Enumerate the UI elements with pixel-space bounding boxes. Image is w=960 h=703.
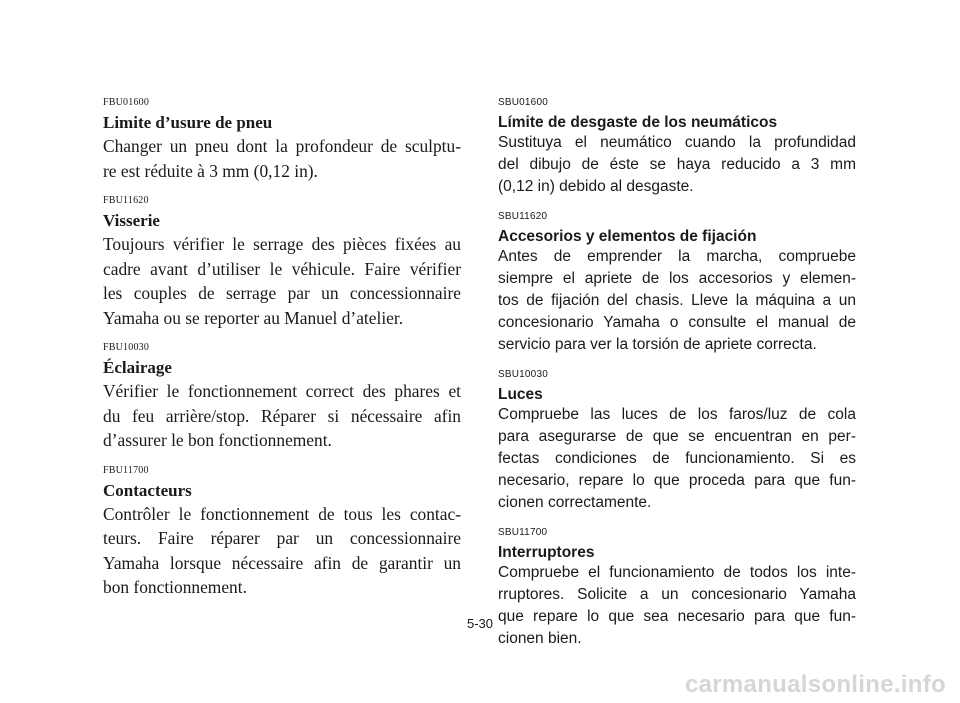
body-line: Antes de emprender la marcha, compruebe <box>498 247 856 265</box>
section-switches-es <box>498 527 856 651</box>
section-code: FBU01600 <box>103 97 150 108</box>
body-line: concesionario Yamaha o consulte el manual de <box>498 314 856 332</box>
section-tire-wear-fr <box>103 97 461 183</box>
section-body <box>103 379 461 453</box>
section-lights-es <box>498 369 856 515</box>
body-line: du feu arrière/stop. Réparer si nécessaire afin <box>103 405 461 426</box>
body-line: d’assurer le bon fonctionnement. <box>103 430 332 450</box>
body-line: cadre avant d’utiliser le véhicule. Faire vérifier <box>103 258 461 279</box>
section-title: Luces <box>498 385 543 403</box>
section-code: SBU10030 <box>498 368 548 380</box>
body-line: Vérifier le fonctionnement correct des phares et <box>103 381 461 401</box>
body-line: cionen correctamente. <box>498 494 652 512</box>
body-line: Compruebe las luces de los faros/luz de cola <box>498 405 856 423</box>
section-code: SBU01600 <box>498 97 548 108</box>
body-line: Changer un pneu dont la profondeur de sculptu- <box>103 136 461 156</box>
body-line: Yamaha ou se reporter au Manuel d’atelier. <box>103 307 404 328</box>
section-body <box>498 246 856 357</box>
body-line: cionen bien. <box>498 630 582 648</box>
body-line: rruptores. Solicite a un concesionario Yamaha <box>498 585 856 603</box>
body-line: Contrôler le fonctionnement de tous les contac- <box>103 503 461 524</box>
french-column <box>103 97 461 612</box>
body-line: Yamaha lorsque nécessaire afin de garantir un <box>103 552 461 573</box>
body-line: Sustituya el neumático cuando la profundidad <box>498 134 856 151</box>
body-line: (0,12 in) debido al desgaste. <box>498 178 694 196</box>
body-line: fectas condiciones de funcionamiento. Si es <box>498 450 856 468</box>
body-line: del dibujo de éste se haya reducido a 3 mm <box>498 156 856 174</box>
section-title: Interruptores <box>498 543 595 561</box>
section-title: Visserie <box>103 211 160 230</box>
page-number: 5-30 <box>466 616 494 631</box>
section-title: Éclairage <box>103 358 172 377</box>
body-line: teurs. Faire réparer par un concessionnaire <box>103 528 461 548</box>
section-body <box>103 232 461 330</box>
section-fasteners-fr <box>103 195 461 330</box>
body-line: que repare lo que sea necesario para que fun- <box>498 608 856 626</box>
section-code: FBU11620 <box>103 195 149 206</box>
section-title: Accesorios y elementos de fijación <box>498 227 757 245</box>
section-code: SBU11700 <box>498 526 548 538</box>
section-title: Contacteurs <box>103 480 192 500</box>
section-code: SBU11620 <box>498 210 548 222</box>
body-line: para asegurarse de que se encuentran en per- <box>498 427 856 445</box>
section-fasteners-es <box>498 211 856 357</box>
section-lighting-fr <box>103 342 461 453</box>
body-line: les couples de serrage par un concessionnaire <box>103 283 461 303</box>
section-switches-fr <box>103 465 461 600</box>
section-body <box>498 562 856 651</box>
body-line: Toujours vérifier le serrage des pièces fixées au <box>103 234 461 254</box>
section-code: FBU11700 <box>103 464 149 476</box>
section-title: Límite de desgaste de los neumáticos <box>498 114 778 131</box>
body-line: necesario, repare lo que proceda para que fun- <box>498 472 856 490</box>
section-title: Limite d’usure de pneu <box>103 113 273 132</box>
body-line: re est réduite à 3 mm (0,12 in). <box>103 160 318 181</box>
body-line: siempre el apriete de los accesorios y elemen- <box>498 269 856 287</box>
body-line: tos de fijación del chasis. Lleve la máquina a un <box>498 292 856 310</box>
spanish-column <box>498 97 856 662</box>
watermark: carmanualsonline.info <box>684 671 946 698</box>
section-body <box>103 134 461 183</box>
section-tire-wear-es <box>498 97 856 199</box>
body-line: servicio para ver la torsión de apriete correcta. <box>498 336 817 354</box>
section-body <box>103 502 461 600</box>
section-code: FBU10030 <box>103 342 150 353</box>
section-body <box>498 404 856 515</box>
body-line: bon fonctionnement. <box>103 577 247 597</box>
body-line: Compruebe el funcionamiento de todos los inte- <box>498 563 856 581</box>
section-body <box>498 132 856 199</box>
